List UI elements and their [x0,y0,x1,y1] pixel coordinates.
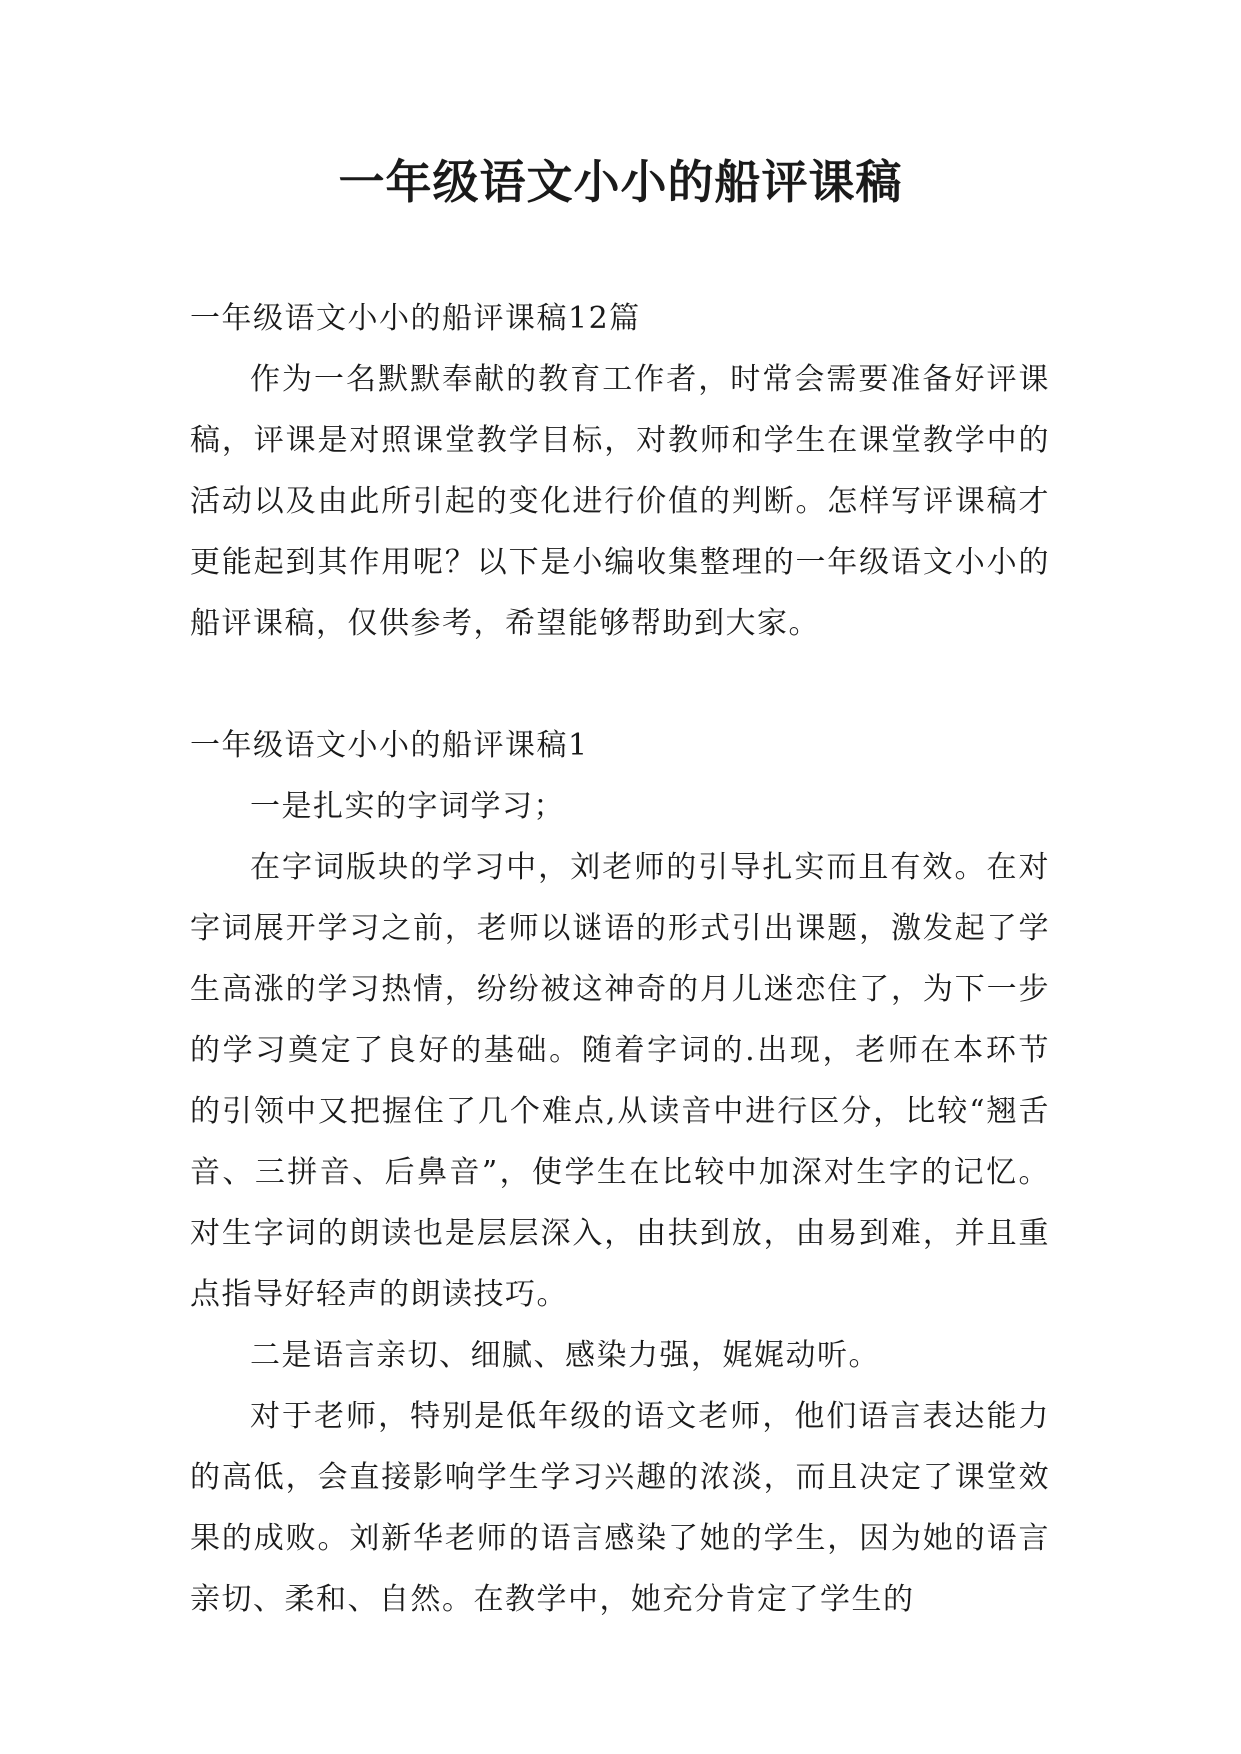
body-paragraph: 二是语言亲切、细腻、感染力强，娓娓动听。 [250,1338,880,1373]
body-paragraph: 一是扎实的字词学习； [250,789,565,824]
section-heading: 一年级语文小小的船评课稿1 [190,728,589,763]
document-title: 一年级语文小小的船评课稿 [338,155,903,209]
section-spacer [190,654,1050,715]
body-paragraph: 对于老师，特别是低年级的语文老师，他们语言表达能力的高低，会直接影响学生学习兴趣的浓淡，而且决定了课堂效果的成败。刘新华老师的语言感染了她的学生，因为她的语言亲切、柔和、自然。在教学中，她充分肯定了学生的 [190,1399,1050,1617]
body-paragraph: 在字词版块的学习中，刘老师的引导扎实而且有效。在对字词展开学习之前，老师以谜语的形式引出课题，激发起了学生高涨的学习热情，纷纷被这神奇的月儿迷恋住了，为下一步的学习奠定了良好的基础。随着字词的.出现，老师在本环节的引领中又把握住了几个难点,从读音中进行区分，比较“翘舌音、三拼音、后鼻音”，使学生在比较中加深对生字的记忆。对生字词的朗读也是层层深入，由扶到放，由易到难，并且重点指导好轻声的朗读技巧。 [190,850,1050,1312]
document-body [190,288,1050,1630]
intro-paragraph: 作为一名默默奉献的教育工作者，时常会需要准备好评课稿，评课是对照课堂教学目标，对教师和学生在课堂教学中的活动以及由此所引起的变化进行价值的判断。怎样写评课稿才更能起到其作用呢？以下是小编收集整理的一年级语文小小的船评课稿，仅供参考，希望能够帮助到大家。 [190,362,1050,641]
document-subtitle: 一年级语文小小的船评课稿12篇 [190,301,641,336]
